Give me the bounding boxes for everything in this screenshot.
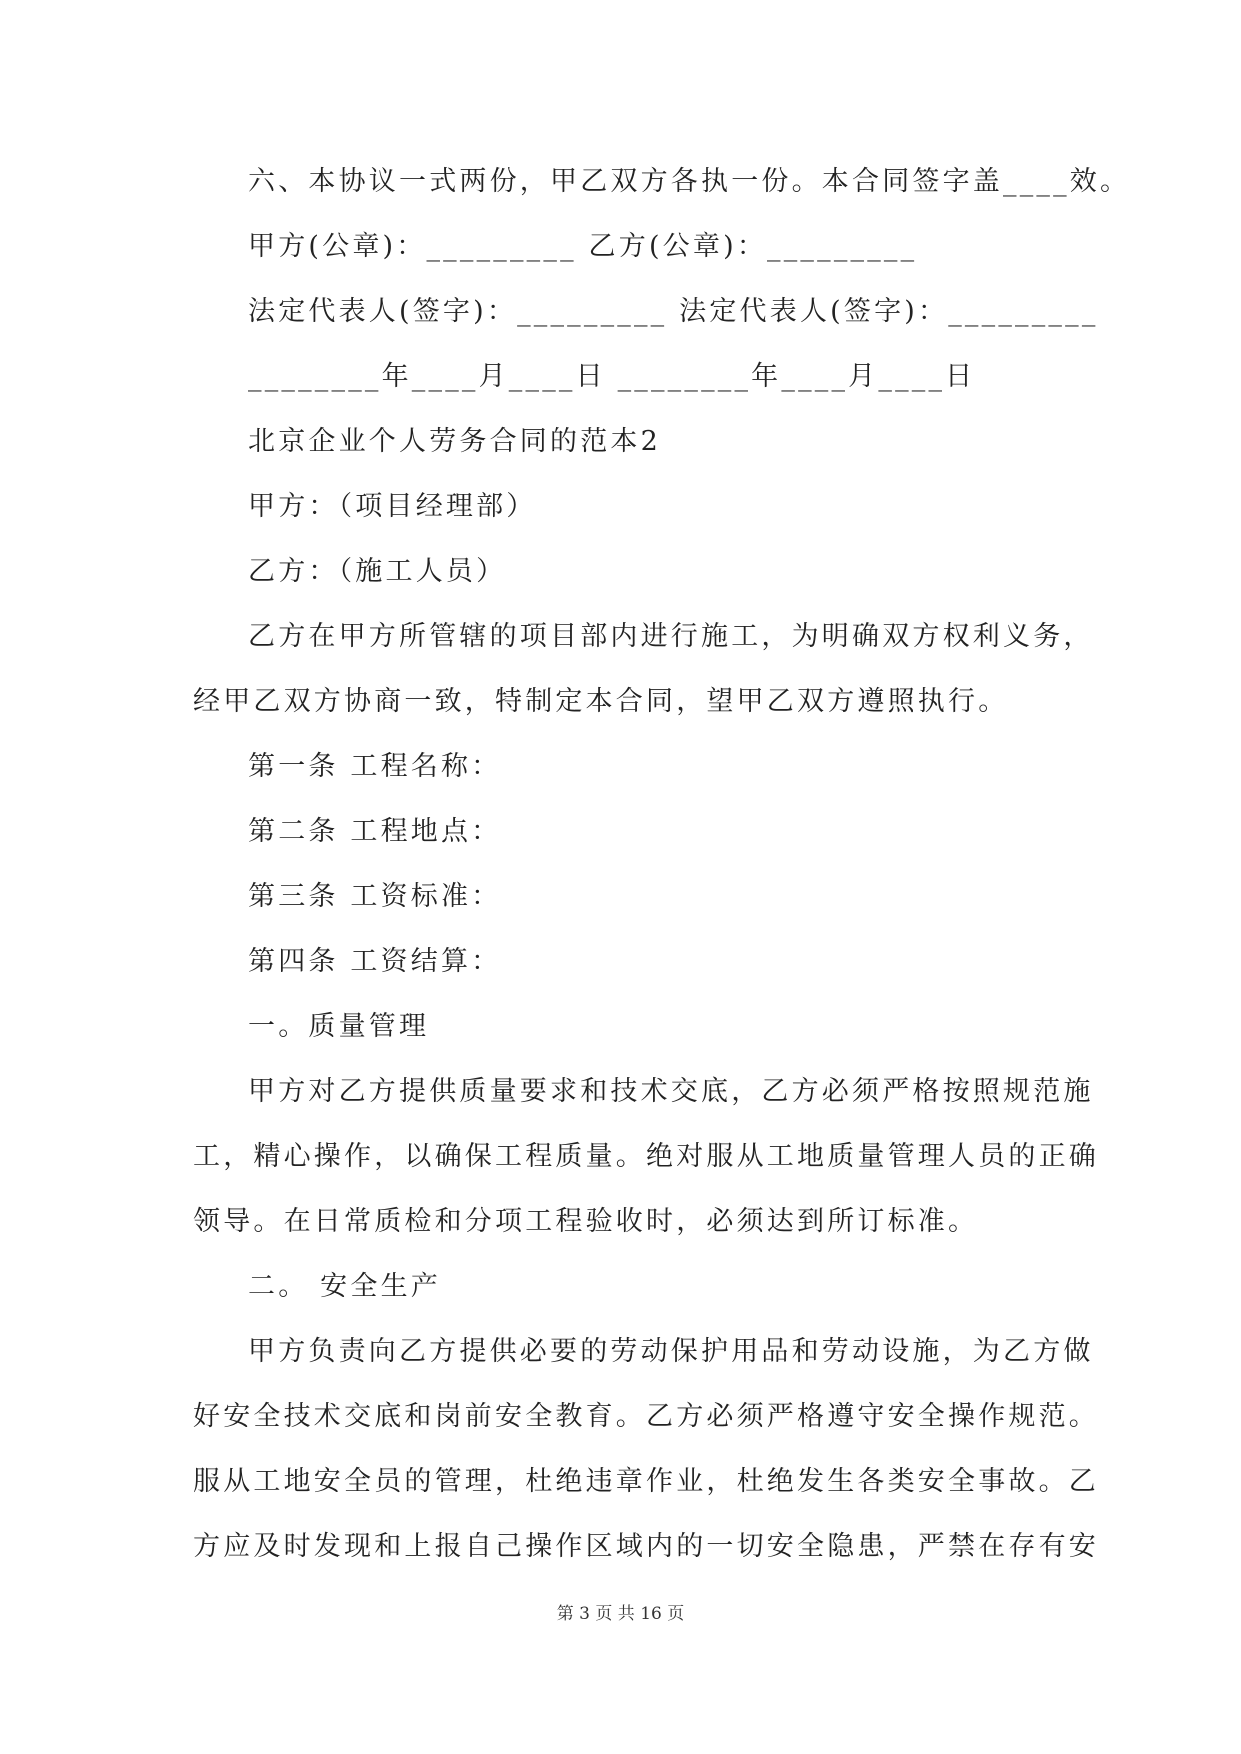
section-heading: 一。质量管理 (248, 1011, 430, 1042)
text-line: 服从工地安全员的管理，杜绝违章作业，杜绝发生各类安全事故。乙 (193, 1466, 1099, 1497)
text-line: 甲方对乙方提供质量要求和技术交底，乙方必须严格按照规范施 (248, 1076, 1094, 1107)
clause-heading: 第一条 工程名称： (248, 751, 502, 782)
text-line: 方应及时发现和上报自己操作区域内的一切安全隐患，严禁在存有安 (193, 1531, 1099, 1562)
text-line: 工，精心操作，以确保工程质量。绝对服从工地质量管理人员的正确 (193, 1141, 1099, 1172)
clause-heading: 第三条 工资标准： (248, 881, 502, 912)
section-heading: 二。 安全生产 (248, 1271, 441, 1302)
clause-heading: 第四条 工资结算： (248, 946, 502, 977)
clause-heading: 第二条 工程地点： (248, 816, 502, 847)
text-line: 甲方(公章)：_________ 乙方(公章)：_________ (248, 231, 918, 262)
text-line: 甲方：（项目经理部） (248, 491, 537, 522)
text-line: 乙方在甲方所管辖的项目部内进行施工，为明确双方权利义务， (248, 621, 1094, 652)
text-line: 甲方负责向乙方提供必要的劳动保护用品和劳动设施，为乙方做 (248, 1336, 1094, 1367)
section-title: 北京企业个人劳务合同的范本2 (248, 426, 661, 457)
text-line: 领导。在日常质检和分项工程验收时，必须达到所订标准。 (193, 1206, 979, 1237)
text-line: 乙方：（施工人员） (248, 556, 507, 587)
text-line: 好安全技术交底和岗前安全教育。乙方必须严格遵守安全操作规范。 (193, 1401, 1099, 1432)
text-line: 六、本协议一式两份，甲乙双方各执一份。本合同签字盖____效。 (248, 166, 1131, 197)
text-line: 经甲乙双方协商一致，特制定本合同，望甲乙双方遵照执行。 (193, 686, 1009, 717)
page-number: 第 3 页 共 16 页 (556, 1604, 685, 1624)
text-line: 法定代表人(签字)：_________ 法定代表人(签字)：_________ (248, 296, 1099, 327)
text-line: ________年____月____日 ________年____月____日 (248, 361, 976, 392)
page-footer (0, 1603, 1241, 1625)
